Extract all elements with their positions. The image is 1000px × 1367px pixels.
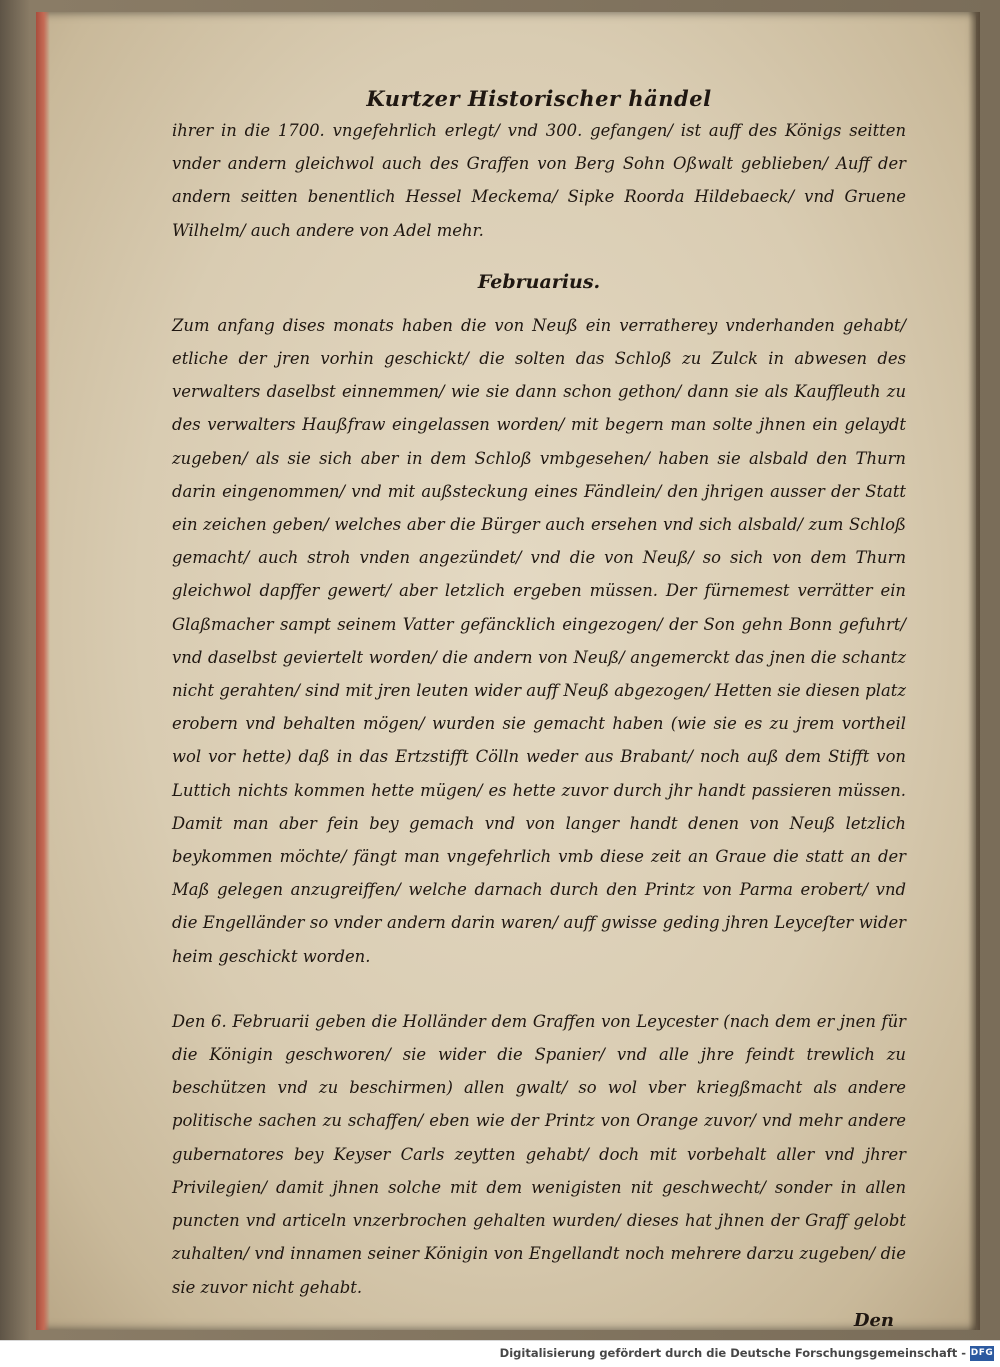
red-page-edge: [36, 12, 50, 1330]
running-head: Kurtzer Historischer händel: [366, 86, 712, 111]
catchword: Den: [853, 1309, 894, 1331]
dfg-logo-icon: DFG: [970, 1346, 994, 1361]
paragraph-leycester: Den 6. Februarii geben die Holländer dem Graffen von Leycester (nach dem er jnen für die Königin geschworen/ sie wider die Spanier/ vnd alle jhre feindt trewlich zu beschützen vnd zu beschirmen) allen gwalt/ so wol vber kriegßmacht als andere politische sachen zu schaffen/ eben wie der Printz von Orange zuvor/ vnd mehr andere gubernatores bey Keyser Carls zeytten gehabt/ doch mit vorbehalt aller vnd jhrer Privilegien/ damit jhnen solche mit dem wenigisten nit geschwecht/ sonder in allen puncten vnd articeln vnzerbrochen gehalten wurden/ dieses hat jhnen der Graff gelobt zuhalten/ vnd innamen seiner Königin von Engellandt noch mehrere darzu zugeben/ die sie zuvor nicht gehabt.: [172, 1011, 906, 1297]
page-fold-shadow: [968, 12, 980, 1330]
page-text-block: [172, 84, 906, 1331]
section-title: Februarius.: [477, 270, 601, 293]
paragraph-february-betrayal: Zum anfang dises monats haben die von Neuß ein verratherey vnderhanden gehabt/ etliche der jren vorhin geschickt/ die solten das Schloß zu Zulck in abwesen des verwalters daselbst einnemmen/ wie sie dann schon gethon/ dann sie als Kauffleuth zu des verwalters Haußfraw eingelassen worden/ mit begern man solte jhnen ein gelaydt zugeben/ als sie sich aber in dem Schloß vmbgesehen/ haben sie alsbald den Thurn darin eingenommen/ vnd mit außsteckung eines Fändlein/ den jhrigen ausser der Statt ein zeichen geben/ welches aber die Bürger auch ersehen vnd sich alsbald/ zum Schloß gemacht/ auch stroh vnden angezündet/ vnd die von Neuß/ so sich von dem Thurn gleichwol dapffer gewert/ aber letzlich ergeben müssen. Der fürnemest verrätter ein Glaßmacher sampt seinem Vatter gefäncklich eingezogen/ der Son gehn Bonn gefuhrt/ vnd daselbst geviertelt worden/ die andern von Neuß/ angemerckt das jnen die schantz nicht gerahten/ sind mit jren leuten wider auff Neuß abgezogen/ Hetten sie diesen platz erobern vnd behalten mögen/ wurden sie gemacht haben (wie sie es zu jrem vortheil wol vor hette) daß in das Ertzstifft Cölln weder aus Brabant/ noch auß dem Stifft von Luttich nichts kommen hette mügen/ es hette zuvor durch jhr handt passieren müssen. Damit man aber fein bey gemach vnd von langer handt denen von Neuß letzlich beykommen möchte/ fängt man vngefehrlich vmb diese zeit an Graue die statt an der Maß gelegen anzugreiffen/ welche darnach durch den Printz von Parma erobert/ vnd die Engelländer so vnder andern darin waren/ auff gwisse geding jhren Leyceſter wider heim geschickt worden.: [172, 315, 906, 966]
digitization-footer: [0, 1340, 1000, 1367]
intro-paragraph: ihrer in die 1700. vngefehrlich erlegt/ vnd 300. gefangen/ ist auff des Königs seitten vnder andern gleichwol auch des Graffen von Berg Sohn Oßwalt geblieben/ Auff der andern seitten benentlich Hessel Meckema/ Sipke Roorda Hildebaeck/ vnd Gruene Wilhelm/ auch andere von Adel mehr.: [172, 121, 906, 240]
funding-credit: Digitalisierung gefördert durch die Deutsche Forschungsgemeinschaft -: [499, 1346, 966, 1360]
paragraph-gap: [172, 973, 906, 1005]
